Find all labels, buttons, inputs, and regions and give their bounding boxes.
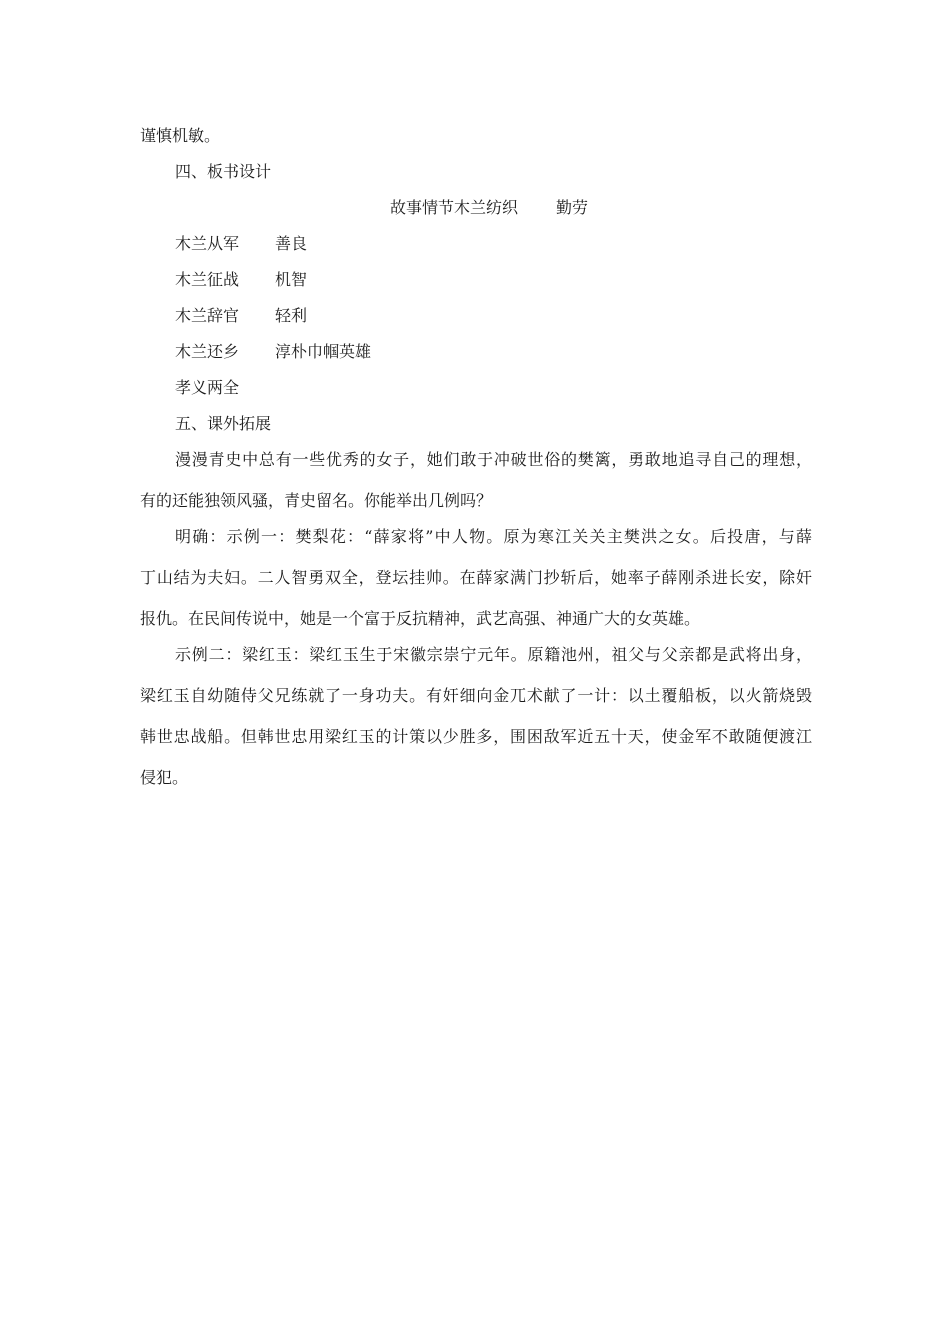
text-line: 谨慎机敏。 — [140, 126, 221, 145]
board-plot: 木兰还乡 — [175, 342, 240, 361]
paragraph-line: 明确：示例一：樊梨花：“薛家将”中人物。原为寒江关关主樊洪之女。后投唐，与薛 — [175, 527, 812, 546]
board-plot: 木兰征战 — [175, 270, 240, 289]
board-row — [175, 341, 812, 363]
paragraph-line: 侵犯。 — [140, 768, 189, 787]
section-heading-4: 四、板书设计 — [175, 162, 272, 181]
paragraph-line: 示例二：梁红玉：梁红玉生于宋徽宗崇宁元年。原籍池州，祖父与父亲都是武将出身， — [175, 645, 812, 664]
paragraph-line: 丁山结为夫妇。二人智勇双全，登坛挂帅。在薛家满门抄斩后，她率子薛刚杀进长安，除奸 — [140, 568, 812, 587]
board-title-trait: 勤劳 — [556, 198, 589, 217]
paragraph-line: 有的还能独领风骚，青史留名。你能举出几例吗？ — [140, 491, 493, 510]
paragraph-line: 漫漫青史中总有一些优秀的女子，她们敢于冲破世俗的樊篱，勇敢地追寻自己的理想， — [175, 450, 812, 469]
board-row-summary: 孝义两全 — [175, 378, 240, 397]
board-title-plot: 故事情节木兰纺织 — [390, 198, 519, 217]
board-trait: 机智 — [275, 270, 308, 289]
board-title-row — [390, 197, 690, 219]
paragraph-line: 韩世忠战船。但韩世忠用梁红玉的计策以少胜多，围困敌军近五十天，使金军不敢随便渡江 — [140, 727, 812, 746]
board-trait: 淳朴巾帼英雄 — [275, 342, 372, 361]
paragraph-line: 梁红玉自幼随侍父兄练就了一身功夫。有奸细向金兀术献了一计：以土覆船板，以火箭烧毁 — [140, 686, 812, 705]
board-row — [175, 305, 812, 327]
paragraph-line: 报仇。在民间传说中，她是一个富于反抗精神，武艺高强、神通广大的女英雄。 — [140, 609, 701, 628]
board-row — [175, 269, 812, 291]
board-row — [175, 233, 812, 255]
board-plot: 木兰从军 — [175, 234, 240, 253]
board-trait: 轻利 — [275, 306, 308, 325]
board-trait: 善良 — [275, 234, 308, 253]
board-plot: 木兰辞官 — [175, 306, 240, 325]
section-heading-5: 五、课外拓展 — [175, 414, 272, 433]
